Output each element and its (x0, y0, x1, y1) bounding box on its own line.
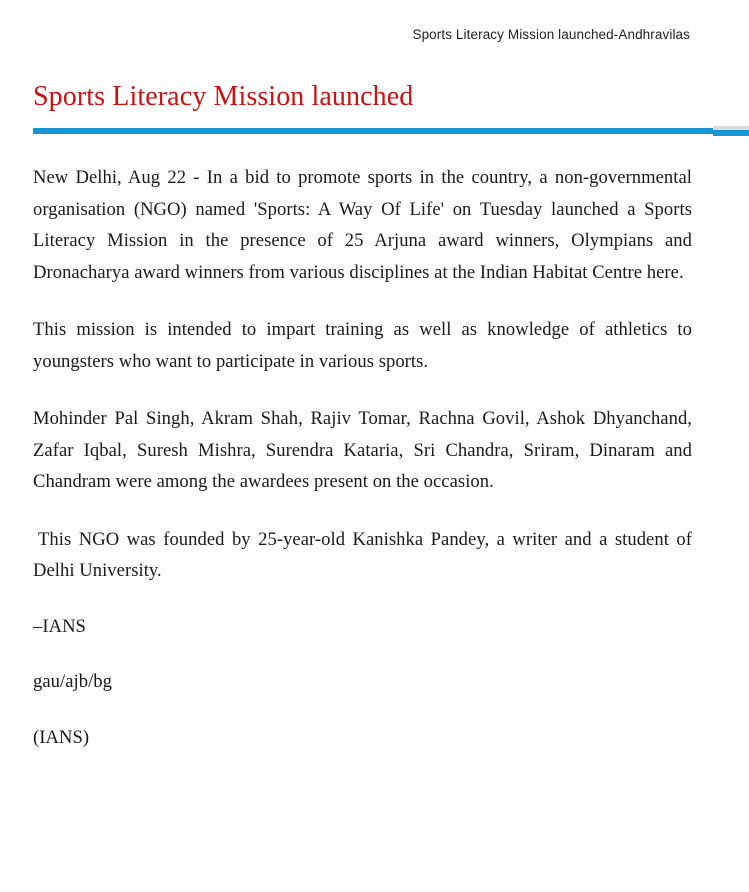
running-header: Sports Literacy Mission launched-Andhravilas (412, 27, 690, 42)
divider-rule-main (33, 128, 713, 134)
page-title: Sports Literacy Mission launched (33, 81, 414, 112)
article-paragraph-2: This mission is intended to impart training as well as knowledge of athletics to youngsters who want to participate in various sports. (33, 319, 692, 372)
title-divider (0, 126, 749, 138)
article-paragraph-3: Mohinder Pal Singh, Akram Shah, Rajiv Tomar, Rachna Govil, Ashok Dhyanchand, Zafar Iqbal, Suresh Mishra, Surendra Kataria, Sri Chandra, Sriram, Dinaram and Chandram were among the awardees present on the occasion. (33, 408, 692, 492)
divider-rule-tail (713, 130, 749, 136)
article-slugline: gau/ajb/bg (33, 671, 112, 692)
article-signoff: –IANS (33, 615, 86, 637)
article-body (33, 162, 692, 777)
article-agency-credit: (IANS) (33, 726, 90, 748)
article-paragraph-1: New Delhi, Aug 22 - In a bid to promote sports in the country, a non-governmental organisation (NGO) named 'Sports: A Way Of Life' on Tuesday launched a Sports Literacy Mission in the presence of 25 Arjuna award winners, Olympians and Dronacharya award winners from various disciplines at the Indian Habitat Centre here. (33, 167, 692, 283)
article-paragraph-4: This NGO was founded by 25-year-old Kanishka Pandey, a writer and a student of Delhi University. (33, 528, 692, 581)
